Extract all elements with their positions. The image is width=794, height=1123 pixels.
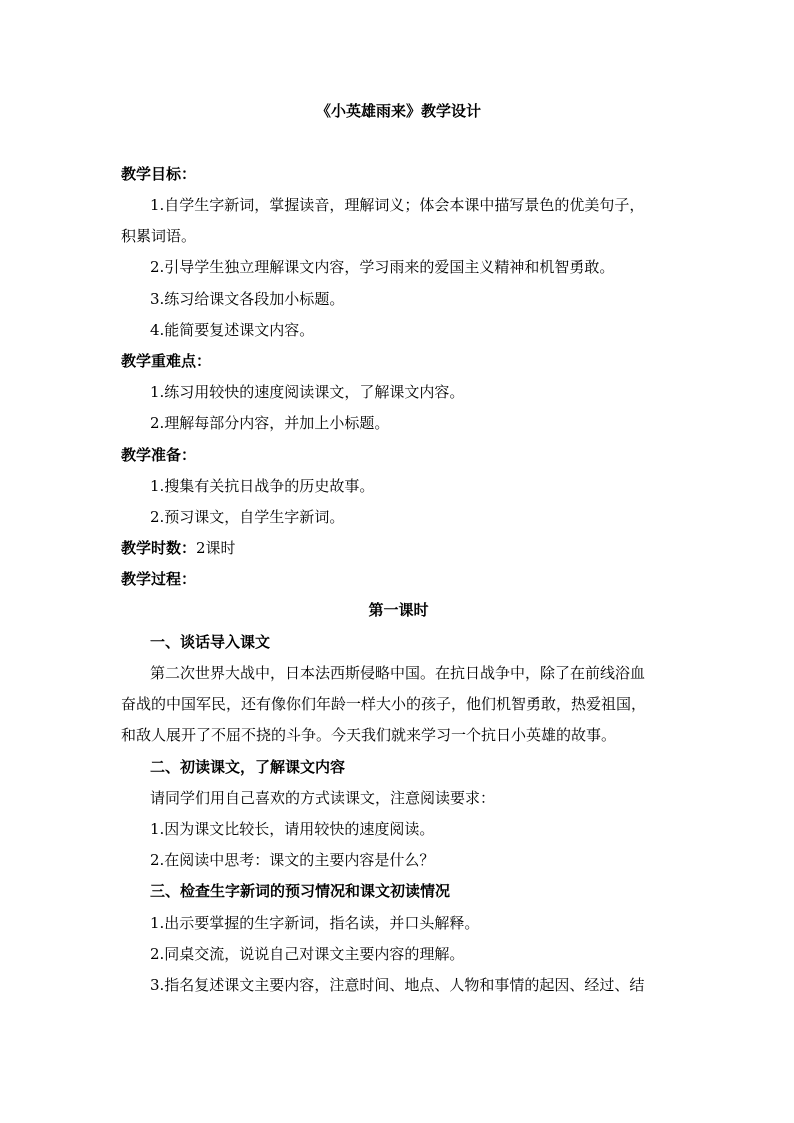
section-2-item-2: 2.在阅读中思考：课文的主要内容是什么？ (150, 851, 435, 869)
goal-3: 3.练习给课文各段加小标题。 (150, 290, 345, 308)
process-heading: 教学过程： (121, 570, 197, 588)
key-point-2: 2.理解每部分内容，并加上小标题。 (150, 414, 390, 432)
teaching-hours (121, 538, 676, 558)
section-3-item-2: 2.同桌交流，说说自己对课文主要内容的理解。 (150, 945, 465, 963)
key-point-1: 1.练习用较快的速度阅读课文，了解课文内容。 (150, 383, 465, 401)
section-1-heading: 一、谈话导入课文 (150, 633, 271, 651)
section-2-item-1: 1.因为课文比较长，请用较快的速度阅读。 (150, 820, 435, 838)
key-points-heading: 教学重难点： (121, 352, 212, 370)
section-2-intro: 请同学们用自己喜欢的方式读课文，注意阅读要求： (150, 789, 496, 807)
document-title: 《小英雄雨来》教学设计 (315, 102, 481, 120)
hours-label: 教学时数： (121, 539, 197, 557)
hours-value: 2课时 (196, 539, 236, 557)
goal-1-line-2: 积累词语。 (121, 227, 197, 245)
goal-2: 2.引导学生独立理解课文内容，学习雨来的爱国主义精神和机智勇敢。 (150, 258, 615, 276)
prep-item-2: 2.预习课文，自学生字新词。 (150, 508, 345, 526)
section-3-item-1: 1.出示要掌握的生字新词，指名读，并口头解释。 (150, 914, 480, 932)
goals-heading: 教学目标： (121, 165, 197, 183)
goal-4: 4.能简要复述课文内容。 (150, 321, 315, 339)
section-2-heading: 二、初读课文，了解课文内容 (150, 758, 346, 776)
section-3-heading: 三、检查生字新词的预习情况和课文初读情况 (150, 882, 451, 900)
section-1-paragraph-line-3: 和敌人展开了不屈不挠的斗争。今天我们就来学习一个抗日小英雄的故事。 (121, 726, 617, 744)
section-1-paragraph-line-2: 奋战的中国军民，还有像你们年龄一样大小的孩子，他们机智勇敢，热爱祖国， (121, 695, 647, 713)
prep-item-1: 1.搜集有关抗日战争的历史故事。 (150, 477, 375, 495)
prep-heading: 教学准备： (121, 446, 197, 464)
section-3-item-3: 3.指名复述课文主要内容，注意时间、地点、人物和事情的起因、经过、结 (150, 976, 645, 994)
lesson-1-title: 第一课时 (368, 601, 429, 619)
section-1-paragraph-line-1: 第二次世界大战中，日本法西斯侵略中国。在抗日战争中，除了在前线浴血 (150, 664, 646, 682)
goal-1-line-1: 1.自学生字新词，掌握读音，理解词义；体会本课中描写景色的优美句子， (150, 196, 645, 214)
